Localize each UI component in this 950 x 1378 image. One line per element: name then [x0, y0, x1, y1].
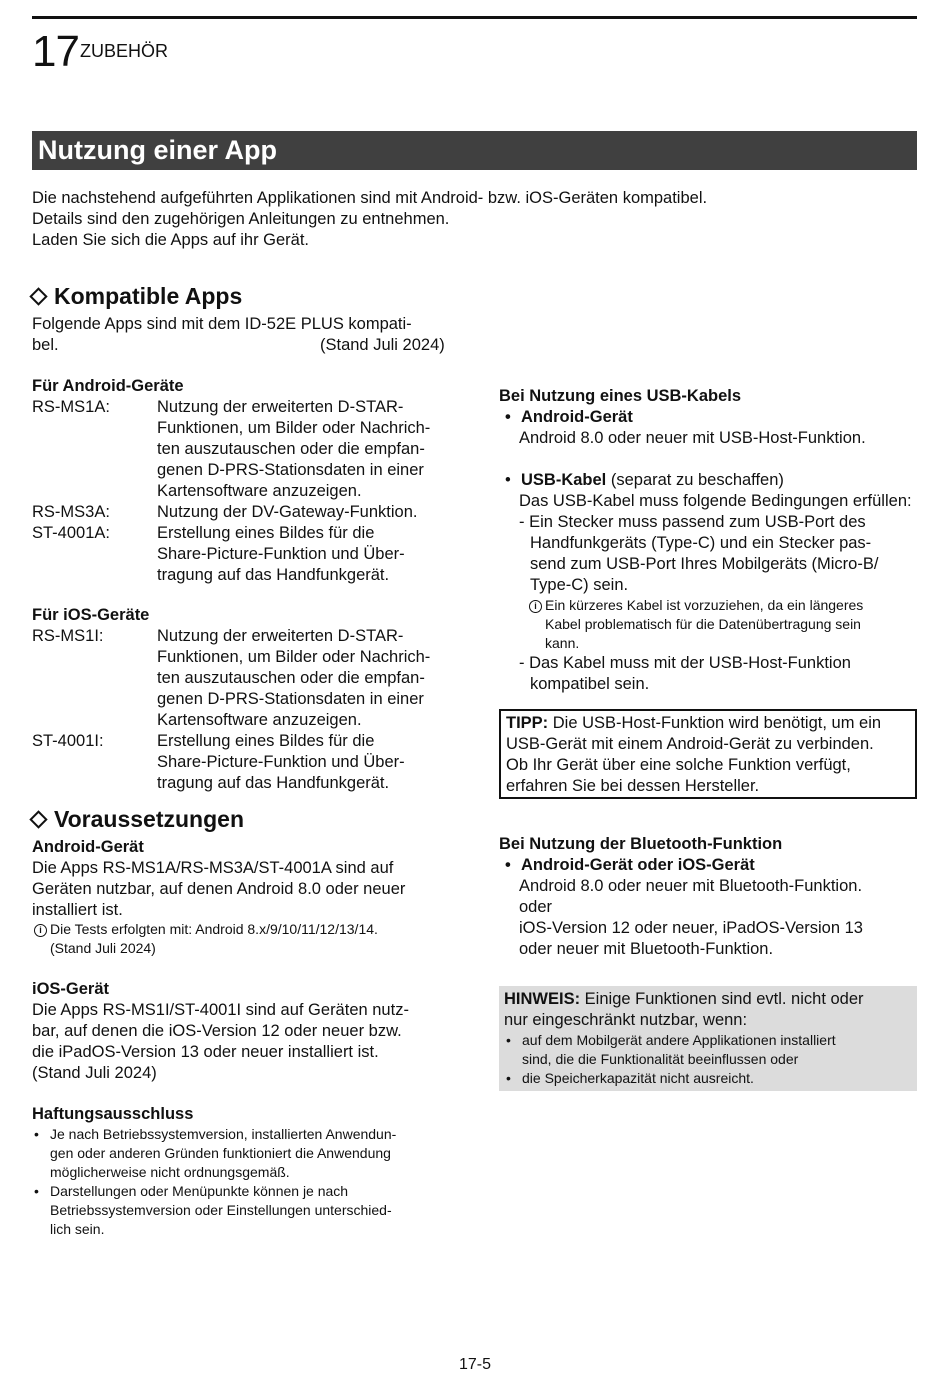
- page-number: 17-5: [458, 1356, 492, 1373]
- disclaimer-heading: Haftungsausschluss: [32, 1105, 194, 1123]
- hinweis-list: [504, 1031, 912, 1088]
- compat-lead: Folgende Apps sind mit dem ID-52E PLUS kompati- bel. (Stand Juli 2024): [32, 315, 445, 354]
- usb-condition-1: - Ein Stecker muss passend zum USB-Port des Handfunkgeräts (Type-C) und ein Stecker pas- send zum USB-Port Ihres Mobilgeräts (Micro-B/ Type-C) sein.: [519, 513, 879, 594]
- info-icon: i: [529, 600, 542, 613]
- ios-apps-heading: Für iOS-Geräte: [32, 606, 150, 624]
- section-banner: Nutzung einer App: [32, 131, 917, 170]
- app-entry-st-4001a: ST-4001A: Erstellung eines Bildes für die Share-Picture-Funktion und Über- tragung auf das Handfunkgerät.: [32, 524, 405, 584]
- list-item: • auf dem Mobilgerät andere Applikationen installiert sind, die die Funktionalität beeinflussen oder: [504, 1031, 912, 1069]
- chapter-number: 17: [32, 27, 79, 76]
- header-rule: [32, 16, 917, 19]
- diamond-icon: [29, 810, 47, 828]
- disclaimer-list: [32, 1125, 452, 1239]
- info-icon: i: [34, 924, 47, 937]
- ios-app-list: [32, 626, 452, 794]
- bluetooth-heading: Bei Nutzung der Bluetooth-Funktion: [499, 835, 783, 853]
- list-item: • Je nach Betriebssystemversion, installierten Anwendun- gen oder anderen Gründen funktioniert die Anwendung möglicherweise nicht ordnungsgemäß.: [32, 1125, 452, 1182]
- android-apps-heading: Für Android-Geräte: [32, 377, 184, 395]
- android-app-list: [32, 397, 452, 586]
- usb-android-block: • Android-Gerät Android 8.0 oder neuer mit USB-Host-Funktion.: [503, 407, 866, 449]
- diamond-icon: [29, 287, 47, 305]
- req-android-text: Die Apps RS-MS1A/RS-MS3A/ST-4001A sind auf Geräten nutzbar, auf denen Android 8.0 oder neuer installiert ist.: [32, 859, 406, 919]
- usb-heading: Bei Nutzung eines USB-Kabels: [499, 387, 742, 405]
- usb-condition-2: - Das Kabel muss mit der USB-Host-Funktion kompatibel sein.: [519, 654, 851, 693]
- tip-box: TIPP: Die USB-Host-Funktion wird benötigt, um ein USB-Gerät mit einem Android-Gerät zu verbinden. Ob Ihr Gerät über eine solche Funktion verfügt, erfahren Sie bei dessen Hersteller.: [499, 709, 917, 799]
- bluetooth-device-label: • Android-Gerät oder iOS-Gerät: [503, 855, 863, 876]
- usb-condition-1-note: i Ein kürzeres Kabel ist vorzuziehen, da ein längeres Kabel problematisch für die Datenübertragung sein kann.: [503, 596, 923, 653]
- usb-android-label: • Android-Gerät: [503, 407, 866, 428]
- req-android-heading: Android-Gerät: [32, 838, 144, 856]
- compatible-apps-heading: Kompatible Apps: [28, 282, 242, 310]
- usb-cable-label: USB-Kabel: [521, 471, 607, 489]
- list-item: • Darstellungen oder Menüpunkte können je nach Betriebssystemversion oder Einstellungen unterschied- lich sein.: [32, 1182, 452, 1239]
- tip-label: TIPP:: [506, 714, 549, 732]
- req-ios-text: Die Apps RS-MS1I/ST-4001I sind auf Geräten nutz- bar, auf denen die iOS-Version 12 oder neuer bzw. die iPadOS-Version 13 oder neuer installiert ist. (Stand Juli 2024): [32, 1001, 409, 1082]
- requirements-heading: Voraussetzungen: [28, 805, 244, 833]
- usb-cable-block: • USB-Kabel (separat zu beschaffen) Das USB-Kabel muss folgende Bedingungen erfüllen: - Ein Stecker muss passend zum USB-Port des Handfunkgeräts (Type-C) und ein Stecker pas- send zum USB-Port Ihres Mobilgeräts (Micro-B/ Type-C) sein. i Ein kürzeres Kabel ist vorzuziehen, da ein längeres Kabel problematisch für die Datenübertragung sein kann. - Das Kabel muss mit der USB-Host-Funktion kompatibel sein.: [503, 470, 923, 695]
- bluetooth-block: • Android-Gerät oder iOS-Gerät Android 8.0 oder neuer mit Bluetooth-Funktion. oder iOS-Version 12 oder neuer, iPadOS-Version 13 oder neuer mit Bluetooth-Funktion.: [503, 855, 863, 960]
- req-ios-heading: iOS-Gerät: [32, 980, 110, 998]
- list-item: • die Speicherkapazität nicht ausreicht.: [504, 1069, 912, 1088]
- chapter-title: ZUBEHÖR: [80, 41, 169, 61]
- hinweis-box: HINWEIS: Einige Funktionen sind evtl. nicht oder nur eingeschränkt nutzbar, wenn: • auf dem Mobilgerät andere Applikationen installiert sind, die die Funktionalität beeinflussen oder • die Speicherkapazität nicht ausreicht.: [499, 986, 917, 1091]
- hinweis-label: HINWEIS:: [504, 990, 581, 1008]
- app-entry-rs-ms1a: RS-MS1A: Nutzung der erweiterten D-STAR- Funktionen, um Bilder oder Nachrich- ten auszutauschen oder die empfan- genen D-PRS-Stationsdaten in einer Kartensoftware anzuzeigen.: [32, 398, 431, 500]
- app-entry-rs-ms3a: RS-MS3A: Nutzung der DV-Gateway-Funktion.: [32, 503, 418, 521]
- app-entry-rs-ms1i: RS-MS1I: Nutzung der erweiterten D-STAR- Funktionen, um Bilder oder Nachrich- ten auszutauschen oder die empfan- genen D-PRS-Stationsdaten in einer Kartensoftware anzuzeigen.: [32, 627, 431, 729]
- app-entry-st-4001i: ST-4001I: Erstellung eines Bildes für die Share-Picture-Funktion und Über- tragung auf das Handfunkgerät.: [32, 732, 405, 792]
- intro-text: Die nachstehend aufgeführten Applikationen sind mit Android- bzw. iOS-Geräten kompatibel. Details sind den zugehörigen Anleitungen zu entnehmen. Laden Sie sich die Apps auf ihr Gerät.: [32, 189, 708, 249]
- req-android-note: i Die Tests erfolgten mit: Android 8.x/9/10/11/12/13/14. (Stand Juli 2024): [34, 920, 378, 958]
